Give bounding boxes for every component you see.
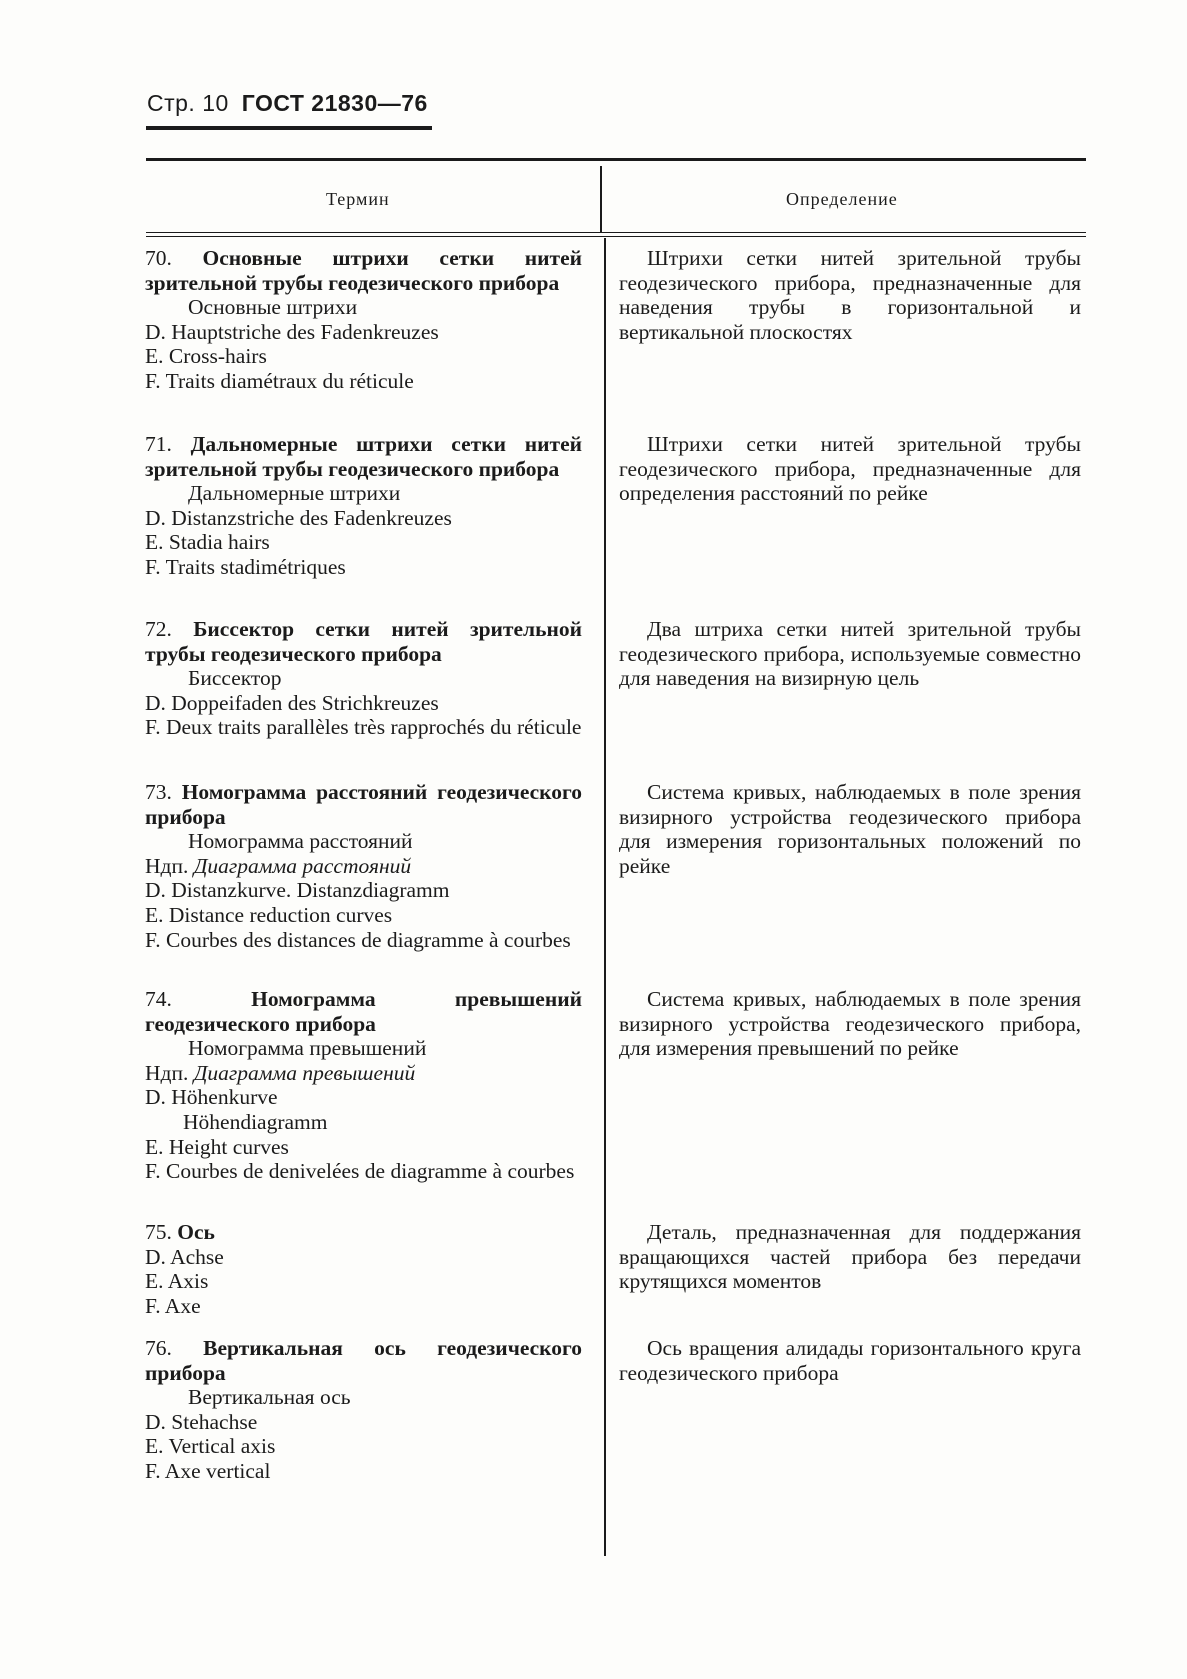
foreign-term-en: E. Cross-hairs: [145, 344, 267, 369]
term-definition: Система кривых, наблюдаемых в поле зрения визирного устройства геодезического прибора, для измерения превышений по рейке: [619, 987, 1081, 1061]
page-number: Стр. 10: [147, 90, 229, 116]
foreign-term-en: E. Stadia hairs: [145, 530, 270, 555]
nonpreferred-term: [145, 854, 582, 879]
term-number: 75.: [145, 1220, 172, 1244]
foreign-term-en: E. Distance reduction curves: [145, 902, 393, 927]
term-short: Дальномерные штрихи: [188, 481, 401, 506]
term-cell: [145, 780, 582, 952]
foreign-term-en: E. Height curves: [145, 1134, 289, 1159]
term-definition: Ось вращения алидады горизонтального круга геодезического прибора: [619, 1336, 1081, 1385]
column-divider-header: [600, 166, 602, 232]
standard-number: ГОСТ 21830—76: [241, 90, 428, 116]
term-cell: [145, 1220, 582, 1318]
foreign-term-fr: F. Traits diamétraux du réticule: [145, 368, 414, 393]
term-number: 70.: [145, 246, 172, 270]
term-definition: Два штриха сетки нитей зрительной трубы геодезического прибора, используемые совместно для наведения на визирную цель: [619, 617, 1081, 691]
term-name: Номограмма расстояний геодезического прибора: [145, 780, 582, 829]
term-heading: [145, 780, 582, 829]
term-definition: Штрихи сетки нитей зрительной трубы геодезического прибора, предназначенные для наведения трубы в горизонтальной и вертикальной плоскостях: [619, 246, 1081, 344]
term-definition: Система кривых, наблюдаемых в поле зрения визирного устройства геодезического прибора для измерения горизонтальных положений по рейке: [619, 780, 1081, 878]
term-cell: [145, 1336, 582, 1484]
foreign-term-fr: F. Deux traits parallèles très rapprochés du réticule: [145, 715, 582, 740]
column-header-definition: Определение: [786, 189, 898, 209]
term-heading: [145, 432, 582, 481]
term-heading: [145, 987, 582, 1036]
term-heading: [145, 617, 582, 666]
term-definition: Деталь, предназначенная для поддержания вращающихся частей прибора без передачи крутящихся моментов: [619, 1220, 1081, 1294]
term-name: Ось: [177, 1220, 215, 1244]
foreign-term-fr: F. Courbes de denivelées de diagramme à courbes: [145, 1159, 575, 1184]
term-short: Вертикальная ось: [188, 1385, 351, 1410]
term-cell: [145, 617, 582, 740]
foreign-term-de: D. Stehachse: [145, 1409, 258, 1434]
term-heading: [145, 246, 582, 295]
term-short: Основные штрихи: [188, 295, 358, 320]
ndp-label: Ндп.: [145, 853, 189, 878]
foreign-term-de: D. Doppeifaden des Strichkreuzes: [145, 690, 439, 715]
term-number: 74.: [145, 987, 172, 1011]
term-definition: Штрихи сетки нитей зрительной трубы геодезического прибора, предназначенные для определения расстояний по рейке: [619, 432, 1081, 506]
ndp-label: Ндп.: [145, 1060, 189, 1085]
foreign-term-en: E. Axis: [145, 1269, 209, 1294]
foreign-term-fr: F. Axe: [145, 1293, 201, 1318]
term-heading: [145, 1220, 582, 1245]
term-cell: [145, 432, 582, 580]
foreign-term-fr: F. Courbes des distances de diagramme à courbes: [145, 927, 571, 952]
term-name: Вертикальная ось геодезического прибора: [145, 1336, 582, 1385]
foreign-term-de-alt: Höhendiagramm: [183, 1109, 328, 1134]
term-name: Номограмма превышений геодезического прибора: [145, 987, 582, 1036]
header-bottom-rule-2: [146, 236, 1086, 237]
term-name: Основные штрихи сетки нитей зрительной трубы геодезического прибора: [145, 246, 583, 295]
page-header: [147, 90, 428, 117]
foreign-term-en: E. Vertical axis: [145, 1434, 276, 1459]
term-name: Дальномерные штрихи сетки нитей зрительной трубы геодезического прибора: [145, 432, 583, 481]
nonpreferred-term: [145, 1061, 582, 1086]
term-number: 76.: [145, 1336, 172, 1360]
column-divider-body: [604, 238, 606, 1556]
term-cell: [145, 987, 582, 1184]
term-number: 73.: [145, 780, 172, 804]
term-short: Номограмма расстояний: [188, 829, 413, 854]
foreign-term-de: D. Höhenkurve: [145, 1085, 278, 1110]
header-underline: [146, 126, 432, 130]
table-top-rule: [146, 158, 1086, 161]
foreign-term-de: D. Hauptstriche des Fadenkreuzes: [145, 319, 439, 344]
foreign-term-de: D. Distanzkurve. Distanzdiagramm: [145, 878, 450, 903]
term-heading: [145, 1336, 582, 1385]
ndp-text: Диаграмма расстояний: [193, 853, 412, 878]
term-number: 71.: [145, 432, 172, 456]
foreign-term-de: D. Achse: [145, 1244, 224, 1269]
ndp-text: Диаграмма превышений: [193, 1060, 416, 1085]
foreign-term-fr: F. Traits stadimétriques: [145, 554, 346, 579]
term-short: Номограмма превышений: [188, 1036, 427, 1061]
foreign-term-de: D. Distanzstriche des Fadenkreuzes: [145, 505, 452, 530]
term-name: Биссектор сетки нитей зрительной трубы геодезического прибора: [145, 617, 582, 666]
foreign-term-fr: F. Axe vertical: [145, 1458, 271, 1483]
term-number: 72.: [145, 617, 172, 641]
column-header-term: Термин: [326, 189, 390, 209]
term-short: Биссектор: [188, 666, 282, 691]
header-bottom-rule-1: [146, 232, 1086, 233]
term-cell: [145, 246, 582, 394]
